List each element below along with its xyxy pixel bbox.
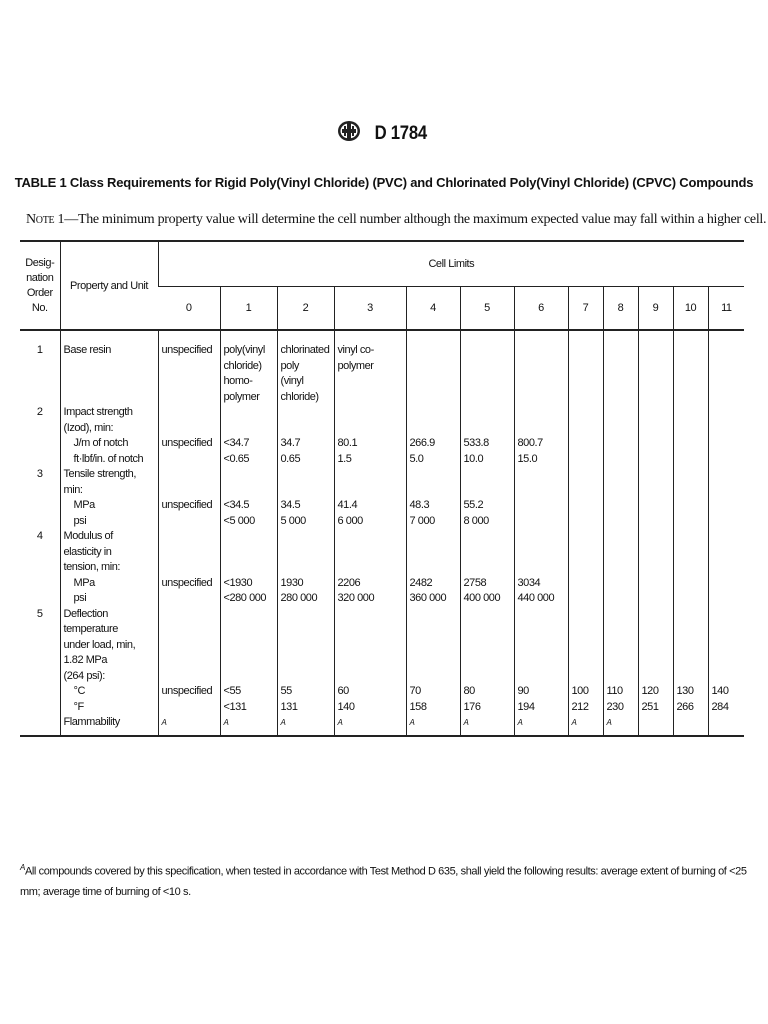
cell-value [220, 330, 277, 405]
cell-value-line: 10.0 [463, 452, 484, 465]
cell-value-line: poly(vinyl [223, 344, 265, 356]
note-text: —The minimum property value will determine the cell number although the maximum expected value may fall within a higher cell. [64, 212, 767, 227]
cell-value-line: 251 [641, 700, 659, 713]
cell-value [708, 607, 744, 736]
cell-limits-header: Cell Limits [158, 241, 744, 287]
cell-value-line: chlorinated [280, 344, 330, 356]
cell-value [673, 330, 708, 405]
cell-value [603, 467, 638, 529]
cell-value [277, 330, 334, 405]
cell-value-line: 140 [711, 685, 729, 697]
table-footnote [20, 858, 748, 902]
cell-value-line: 80 [463, 685, 475, 697]
cell-value-line [162, 700, 217, 716]
cell-value-line: <34.5 [223, 499, 250, 511]
property-cell [60, 529, 158, 607]
cell-value [708, 405, 744, 467]
property-header: Property and Unit [60, 241, 158, 330]
cell-value-line: 280 000 [280, 592, 318, 604]
cell-value-line: 34.7 [280, 437, 301, 449]
cell-value-line: <1930 [223, 576, 253, 589]
cell-value [334, 405, 406, 467]
footnote-mark: A [20, 863, 25, 872]
cell-value [568, 330, 603, 405]
cell-number-header: 11 [708, 287, 744, 331]
cell-value [334, 467, 406, 529]
cell-value-line: 70 [409, 685, 421, 697]
footnote-ref: A [409, 718, 415, 727]
cell-number-header: 0 [158, 287, 220, 331]
cell-value [406, 607, 460, 736]
cell-value-line: polymer [337, 359, 374, 372]
footnote-text: All compounds covered by this specification, when tested in accordance with Test Method D 635, shall yield the following results: average extent of burning of <25 mm; average time of burning of <10 s. [20, 865, 747, 898]
order-number: 2 [36, 406, 43, 418]
document-header [0, 120, 768, 147]
cell-value [568, 529, 603, 607]
cell-number-header: 2 [277, 287, 334, 331]
cell-value-line: (vinyl [280, 375, 304, 387]
order-number: 3 [36, 468, 43, 480]
unit-label: ft·lbf/in. of notch [73, 452, 144, 465]
cell-value-line: <55 [223, 685, 241, 697]
cell-value-line: 1930 [280, 576, 304, 589]
cell-number-header: 6 [514, 287, 568, 331]
cell-value-line: 5.0 [409, 452, 424, 465]
cell-value [277, 467, 334, 529]
unit-label: psi [73, 514, 87, 527]
cell-value [514, 467, 568, 529]
note-lead: Note 1 [26, 212, 65, 227]
property-label: (Izod), min: [63, 421, 114, 434]
cell-value [638, 607, 673, 736]
cell-value-line: unspecified [161, 576, 213, 589]
cell-value [460, 529, 514, 607]
cell-value [708, 529, 744, 607]
cell-value [603, 330, 638, 405]
cell-value [460, 467, 514, 529]
table-row [20, 607, 744, 736]
cell-number-header: 4 [406, 287, 460, 331]
cell-value-line: 60 [337, 685, 349, 697]
cell-value-line: chloride) [223, 359, 262, 372]
cell-value [638, 330, 673, 405]
cell-value [603, 529, 638, 607]
cell-value-line: 15.0 [517, 452, 538, 465]
cell-value [708, 467, 744, 529]
cell-value-line: 110 [606, 685, 623, 697]
table-row [20, 405, 744, 467]
cell-value-line: 120 [641, 685, 659, 697]
cell-value-line: 230 [606, 700, 624, 713]
cell-value-line: unspecified [161, 344, 213, 356]
cell-value-line: poly [280, 359, 299, 372]
cell-value-line: 360 000 [409, 592, 447, 604]
cell-value [277, 607, 334, 736]
cell-number-header: 3 [334, 287, 406, 331]
property-label: (264 psi): [63, 669, 105, 682]
cell-value [673, 529, 708, 607]
property-cell [60, 467, 158, 529]
cell-value [334, 607, 406, 736]
property-label: Modulus of [63, 530, 113, 542]
cell-value [406, 405, 460, 467]
cell-value [406, 467, 460, 529]
cell-value-line: 176 [463, 700, 481, 713]
cell-value-line: 90 [517, 685, 529, 697]
cell-value-line: 140 [337, 700, 355, 713]
document-id: D 1784 [375, 122, 428, 144]
footnote-ref: A [571, 718, 577, 727]
cell-value [708, 330, 744, 405]
astm-logo-icon [337, 120, 361, 147]
cell-value [406, 330, 460, 405]
cell-value [673, 607, 708, 736]
cell-value [568, 405, 603, 467]
cell-value-line: 55.2 [463, 499, 484, 511]
footnote-ref: A [280, 718, 286, 727]
cell-value [406, 529, 460, 607]
cell-value [673, 467, 708, 529]
cell-value [334, 529, 406, 607]
property-label: min: [63, 483, 83, 496]
cell-value-line: 266.9 [409, 437, 435, 449]
cell-value-line: 5 000 [280, 514, 306, 527]
cell-value-line: 1.5 [337, 452, 352, 465]
cell-value-line: 131 [280, 700, 298, 713]
cell-value-line: vinyl co- [337, 344, 374, 356]
unit-label: °F [73, 700, 84, 713]
cell-value-line: 100 [571, 685, 589, 697]
cell-value [158, 405, 220, 467]
footnote-ref: A [517, 718, 523, 727]
cell-value-line: 800.7 [517, 437, 543, 449]
cell-value-line: 7 000 [409, 514, 435, 527]
cell-value [603, 607, 638, 736]
property-label: under load, min, [63, 638, 136, 651]
cell-value-line [162, 452, 217, 468]
table-row [20, 467, 744, 529]
property-cell [60, 607, 158, 736]
cell-value [460, 405, 514, 467]
cell-value-line: 400 000 [463, 592, 501, 604]
cell-value [638, 405, 673, 467]
property-label: elasticity in [63, 545, 112, 558]
cell-value-line: 130 [676, 685, 694, 697]
order-number: 4 [36, 530, 43, 542]
cell-value [603, 405, 638, 467]
cell-value [158, 529, 220, 607]
cell-value-line [162, 591, 217, 607]
cell-number-header: 5 [460, 287, 514, 331]
cell-value-line: polymer [223, 390, 260, 403]
cell-value-line: 34.5 [280, 499, 301, 511]
cell-value [514, 607, 568, 736]
cell-value-line: 80.1 [337, 437, 358, 449]
cell-value [334, 330, 406, 405]
cell-value [514, 330, 568, 405]
cell-value-line: 48.3 [409, 499, 430, 511]
unit-label: psi [73, 592, 87, 604]
cell-number-header: 1 [220, 287, 277, 331]
footnote-ref: A [463, 718, 469, 727]
cell-value-line: <5 000 [223, 514, 255, 527]
cell-value-line: 284 [711, 700, 729, 713]
cell-value-line: 533.8 [463, 437, 489, 449]
unit-label: MPa [73, 576, 95, 589]
cell-value-line: 194 [517, 700, 535, 713]
cell-value [220, 529, 277, 607]
cell-value [638, 529, 673, 607]
cell-value-line: <131 [223, 700, 247, 713]
cell-value [220, 607, 277, 736]
footnote-ref: A [606, 718, 612, 727]
footnote-ref: A [223, 718, 229, 727]
order-number: 5 [20, 607, 60, 736]
property-label: 1.82 MPa [63, 654, 107, 666]
unit-label: J/m of notch [73, 437, 129, 449]
cell-value-line: unspecified [161, 685, 213, 697]
requirements-table [20, 240, 744, 737]
unit-label: °C [73, 685, 85, 697]
cell-value-line: 158 [409, 700, 427, 713]
cell-value-line [162, 514, 217, 530]
cell-value [277, 405, 334, 467]
property-label: Impact strength [63, 406, 133, 418]
cell-number-header: 8 [603, 287, 638, 331]
cell-value-line: unspecified [161, 499, 213, 511]
cell-value [673, 405, 708, 467]
cell-value [514, 405, 568, 467]
cell-value-line: 55 [280, 685, 292, 697]
cell-value [277, 529, 334, 607]
cell-value-line: 6 000 [337, 514, 363, 527]
table-row [20, 529, 744, 607]
cell-value [568, 607, 603, 736]
cell-value [568, 467, 603, 529]
order-number: 1 [36, 344, 43, 356]
cell-value-line: 3034 [517, 576, 541, 589]
cell-value [460, 330, 514, 405]
cell-value-line: 2482 [409, 576, 433, 589]
cell-value-line: chloride) [280, 390, 319, 403]
order-header: Desig- nation Order No. [20, 241, 60, 330]
cell-value-line: 2758 [463, 576, 487, 589]
property-cell [60, 330, 158, 405]
cell-value-line: <34.7 [223, 437, 250, 449]
property-label: Base resin [63, 344, 111, 356]
table-title: TABLE 1 Class Requirements for Rigid Poly(Vinyl Chloride) (PVC) and Chlorinated Poly(Vinyl Chloride) (CPVC) Compounds [14, 175, 754, 190]
cell-value [158, 607, 220, 736]
property-label: temperature [63, 623, 118, 635]
table-row [20, 330, 744, 405]
cell-value-line: 266 [676, 700, 694, 713]
property-cell [60, 405, 158, 467]
flammability-label: Flammability [63, 716, 120, 728]
footnote-ref: A [161, 718, 167, 727]
cell-value-line: unspecified [161, 437, 213, 449]
cell-value [158, 330, 220, 405]
cell-value-line: 41.4 [337, 499, 358, 511]
cell-value-line: 212 [571, 700, 589, 713]
cell-value-line: 440 000 [517, 592, 555, 604]
table-note [26, 212, 767, 228]
cell-value [158, 467, 220, 529]
cell-value-line: 2206 [337, 576, 361, 589]
cell-value-line: 320 000 [337, 592, 375, 604]
cell-value [460, 607, 514, 736]
cell-value [638, 467, 673, 529]
property-label: tension, min: [63, 561, 121, 573]
cell-value-line: 8 000 [463, 514, 489, 527]
cell-value-line: <0.65 [223, 452, 250, 465]
cell-value-line: 0.65 [280, 452, 301, 465]
cell-value [220, 467, 277, 529]
property-label: Deflection [63, 607, 108, 620]
cell-value [220, 405, 277, 467]
unit-label: MPa [73, 499, 95, 511]
cell-value-line: homo- [223, 375, 253, 387]
cell-value-line: <280 000 [223, 592, 267, 604]
footnote-ref: A [337, 718, 343, 727]
cell-value [514, 529, 568, 607]
cell-number-header: 9 [638, 287, 673, 331]
property-label: Tensile strength, [63, 468, 136, 480]
cell-number-header: 7 [568, 287, 603, 331]
cell-number-header: 10 [673, 287, 708, 331]
